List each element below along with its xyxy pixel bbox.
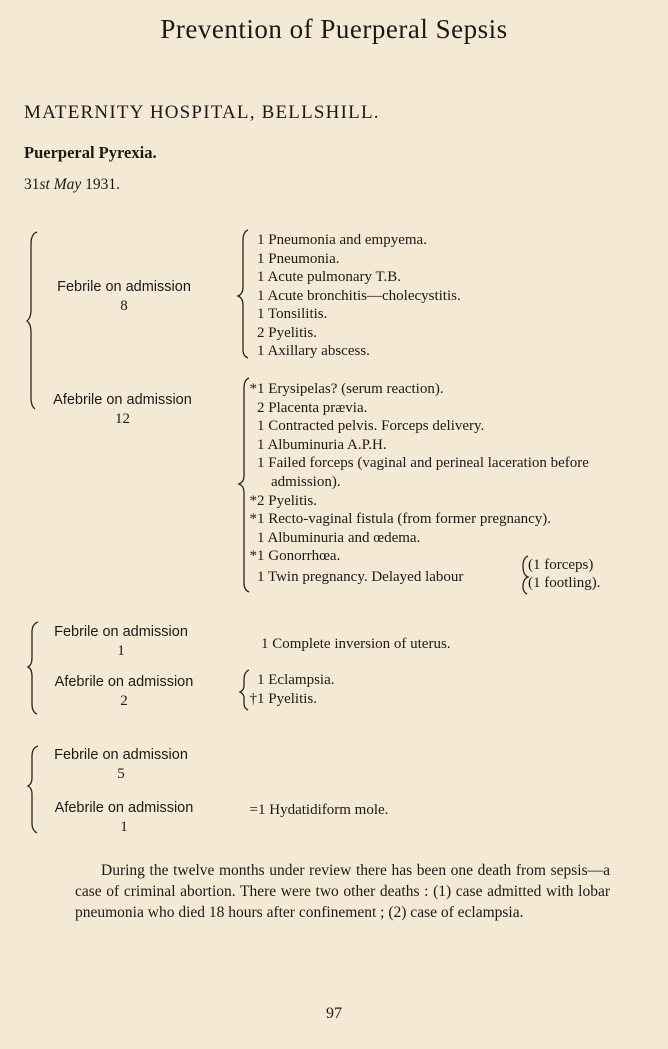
list-item: 1 Tonsilitis.: [257, 306, 328, 322]
group1-afebrile-label: Afebrile on admission 12: [53, 392, 192, 427]
list-item: 1 Pneumonia.: [257, 250, 340, 267]
group3-afebrile-list: [238, 802, 388, 819]
list-item: 1 Twin pregnancy. Delayed labour: [257, 568, 464, 585]
report-date: 31st May 1931.: [24, 176, 121, 193]
group3-outer-bracket: [28, 746, 38, 833]
group2-afebrile-list: [245, 671, 334, 708]
list-item: 1 Albuminuria A.P.H.: [257, 436, 387, 453]
group1-febrile-label: Febrile on admission 8: [57, 279, 191, 314]
list-item: 1 Complete inversion of uterus.: [261, 636, 451, 652]
list-item: *2 Pyelitis.: [249, 492, 318, 509]
list-item: 1 Albuminuria and œdema.: [257, 529, 421, 546]
group1-febrile-list: [245, 231, 461, 361]
page-title: Prevention of Puerperal Sepsis: [160, 14, 508, 44]
list-item: 1 Failed forceps (vaginal and perineal laceration before: [257, 455, 589, 472]
hospital-heading: MATERNITY HOSPITAL, BELLSHILL.: [24, 102, 380, 123]
group2-outer-bracket: [28, 622, 38, 714]
list-item: 2 Placenta prævia.: [257, 399, 368, 416]
twin-detail-footling: (1 footling).: [528, 575, 601, 591]
list-item: =1 Hydatidiform mole.: [249, 802, 389, 818]
group1-outer-bracket: [27, 232, 37, 409]
list-item: *1 Gonorrhœa.: [249, 548, 341, 565]
list-item: 1 Eclampsia.: [257, 672, 335, 688]
group2-febrile-list: [249, 636, 451, 653]
list-item: 2 Pyelitis.: [257, 324, 318, 341]
list-item-continuation: admission).: [271, 473, 341, 490]
list-item: 1 Pneumonia and empyema.: [257, 232, 427, 248]
twin-detail-forceps: (1 forceps): [528, 557, 594, 573]
group2-febrile-label: Febrile on admission 1: [54, 624, 188, 659]
group3-febrile-label: Febrile on admission 5: [54, 747, 188, 782]
list-item: 1 Axillary abscess.: [257, 343, 370, 359]
summary-paragraph: During the twelve months under review there has been one death from sepsis—a case of criminal abortion. There were two other deaths : (1) case admitted with lobar pneumonia who died 18 hours after confinement ; (2) case of eclampsia.: [75, 862, 610, 921]
group2-afebrile-label: Afebrile on admission 2: [54, 674, 194, 709]
group3-afebrile-label: Afebrile on admission 1: [54, 800, 194, 835]
list-item: *1 Erysipelas? (serum reaction).: [249, 381, 444, 397]
twin-detail: [528, 556, 601, 592]
page-number: 97: [326, 1005, 342, 1022]
list-item: 1 Acute bronchitis—cholecystitis.: [257, 287, 461, 304]
list-item: 1 Acute pulmonary T.B.: [257, 269, 402, 285]
list-item: †1 Pyelitis.: [249, 690, 318, 707]
list-item: *1 Recto-vaginal fistula (from former pregnancy).: [249, 511, 552, 528]
list-item: 1 Contracted pelvis. Forceps delivery.: [257, 418, 485, 435]
section-subheading: Puerperal Pyrexia.: [24, 143, 157, 162]
